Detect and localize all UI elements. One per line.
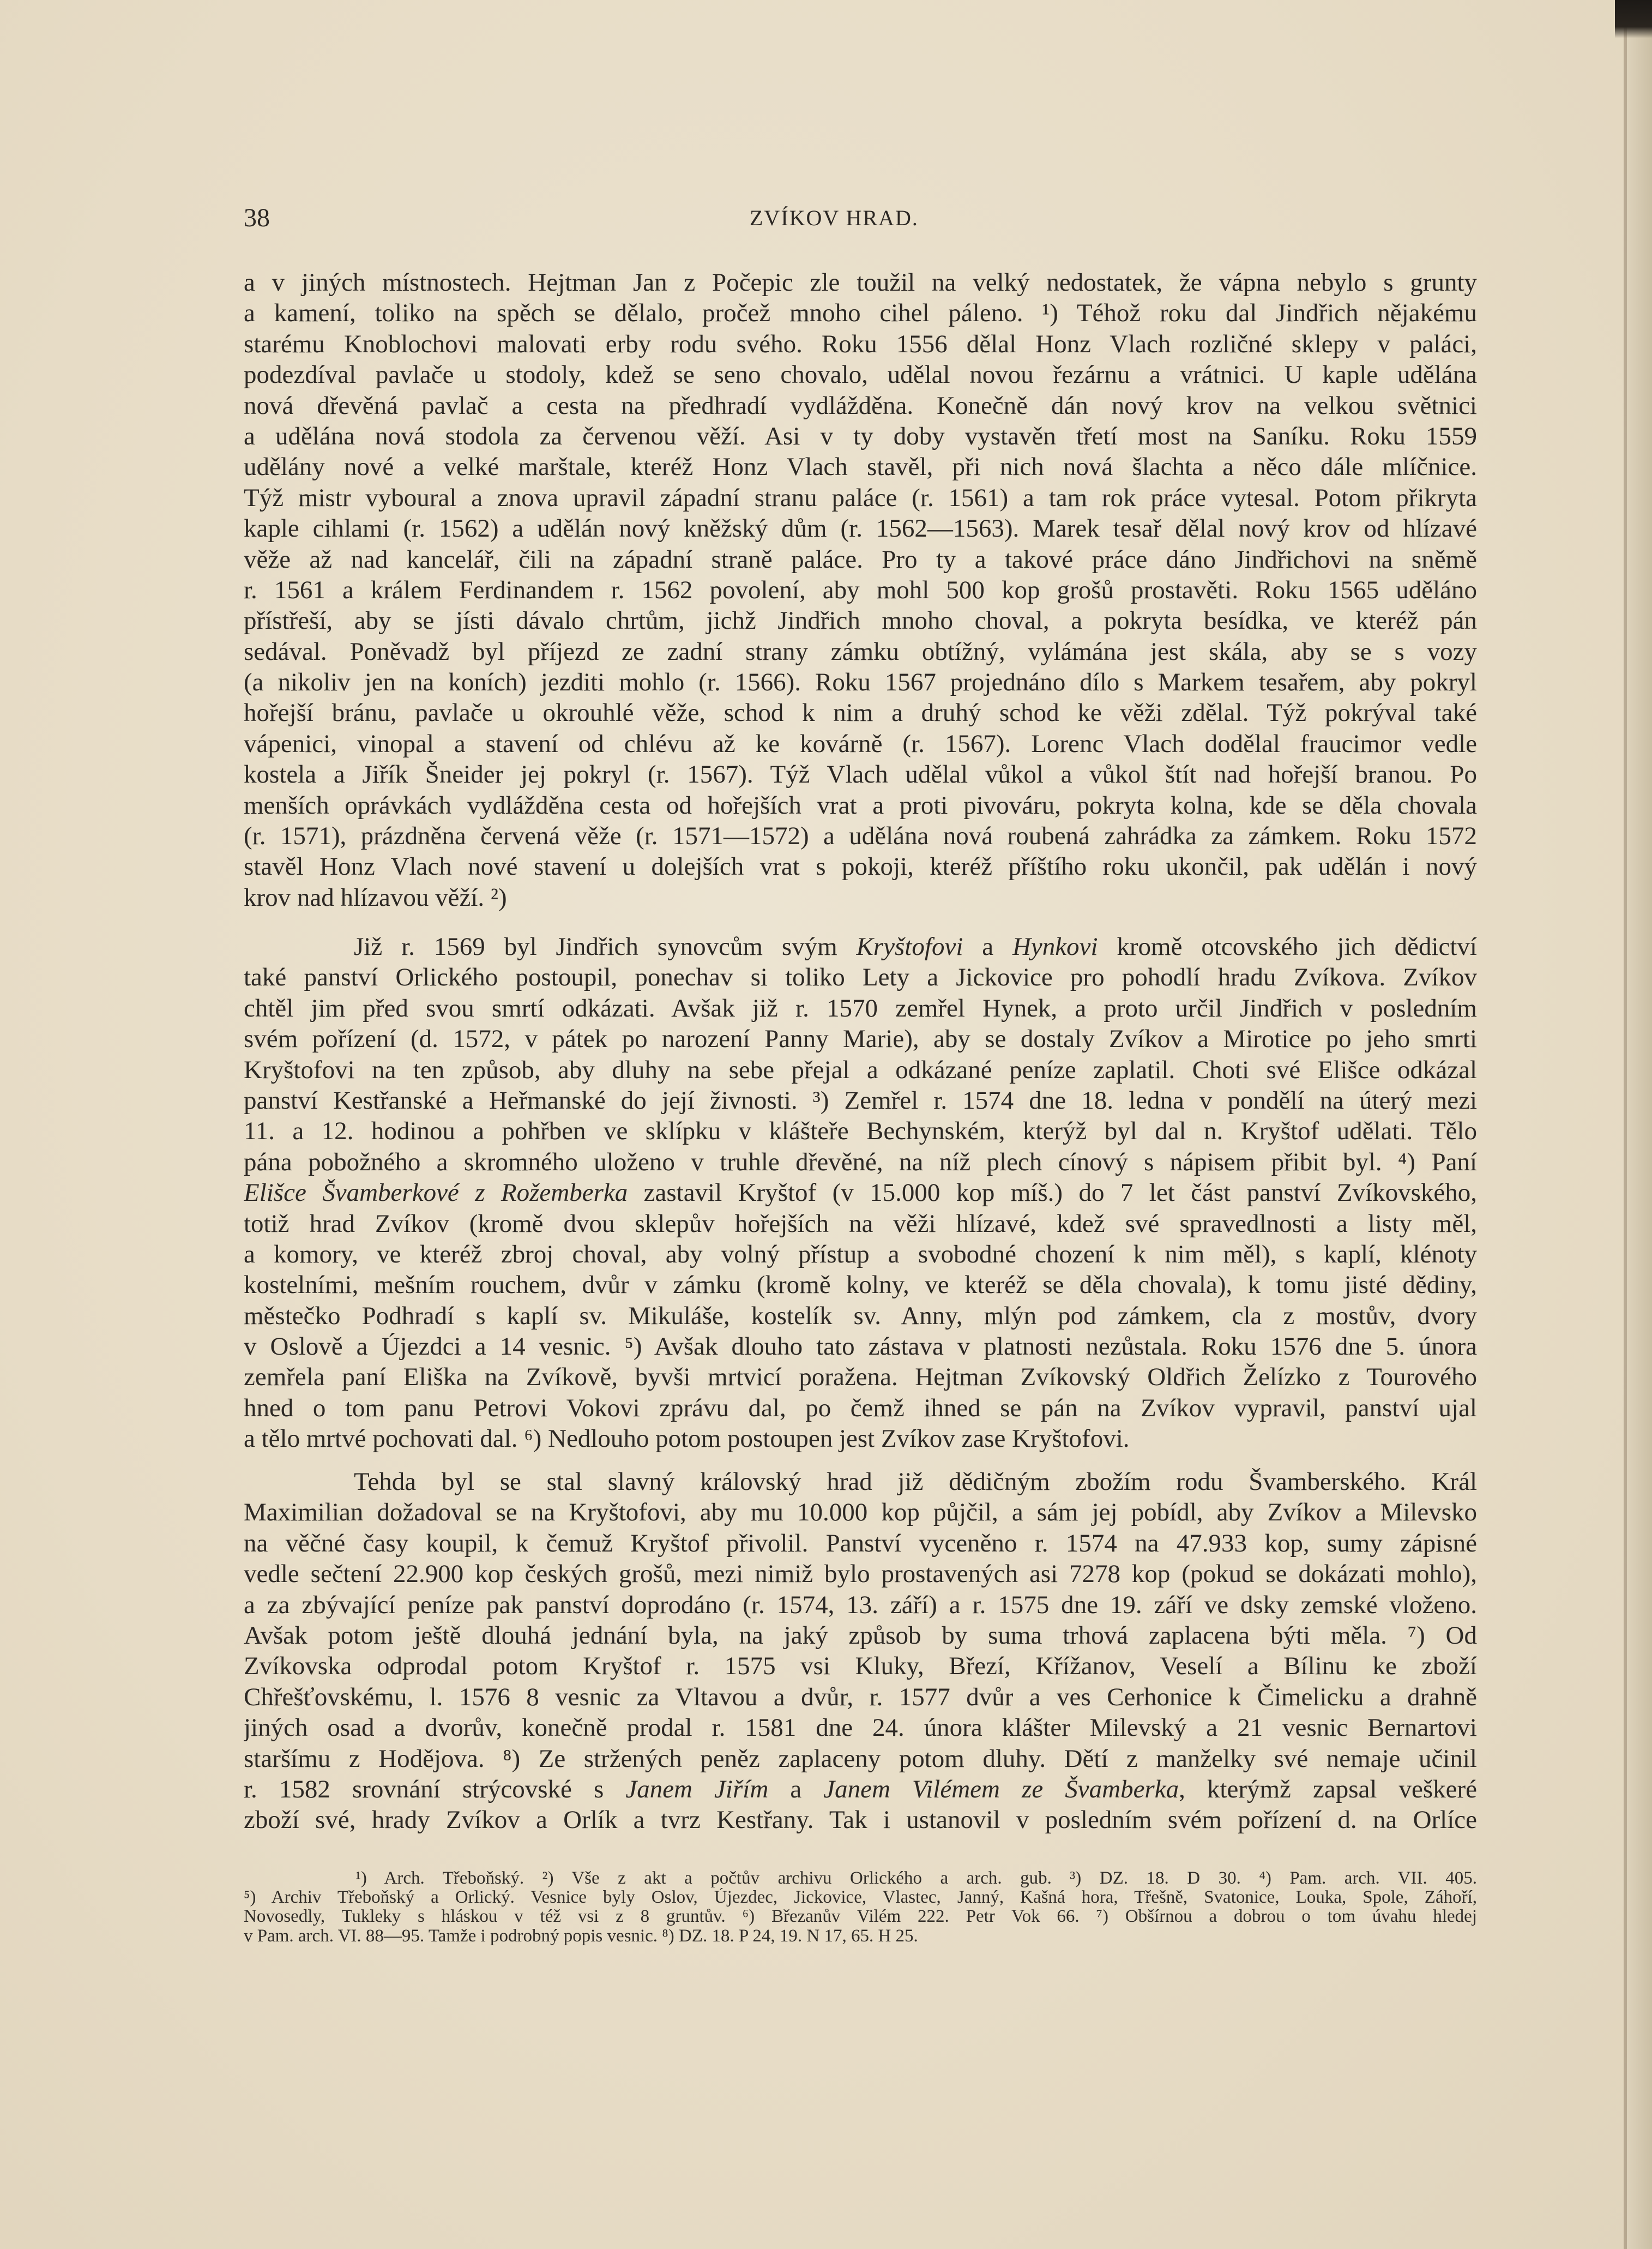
text-line: Kryštofovi na ten způsob, aby dluhy na sebe přejal a odkázané peníze zaplatil. Choti své Elišce odkázal (244, 1055, 1477, 1084)
paragraph-1 (244, 267, 1477, 913)
paragraph-2 (244, 931, 1477, 1454)
page-edge-line (1624, 0, 1627, 2249)
italic-name: Hynkovi (1012, 933, 1098, 961)
text-line: vápenici, vinopal a stavení od chlévu až ke kovárně (r. 1567). Lorenc Vlach dodělal fraucimor vedle (244, 729, 1477, 758)
text-line: Avšak potom ještě dlouhá jednání byla, na jaký způsob by suma trhová zaplacena býti měla. ⁷) Od (244, 1621, 1477, 1650)
footnote-line: Novosedly, Tukleky s hláskou v též vsi z 8 gruntův. ⁶) Březanův Vilém 222. Petr Vok 66. ⁷) Obšírnou a dobrou o tom úvahu hledej (244, 1907, 1477, 1927)
text-line: a komory, ve kteréž zbroj choval, aby volný přístup a svobodné chození k nim měl), s kaplí, klénoty (244, 1240, 1477, 1268)
text-line: vedle sečtení 22.900 kop českých grošů, mezi nimiž bylo prostavených asi 7278 kop (pokud se dokázati mohlo), (244, 1560, 1477, 1589)
text-line: r. 1561 a králem Ferdinandem r. 1562 povolení, aby mohl 500 kop grošů prostavěti. Roku 1565 uděláno (244, 575, 1477, 604)
italic-name: Janem Vilémem ze Švamberka (823, 1775, 1179, 1803)
text-line: 11. a 12. hodinou a pohřben ve sklípku v klášteře Bechynském, kterýž byl dal n. Kryštof udělati. Tělo (244, 1117, 1477, 1146)
text-line: panství Kestřanské a Heřmanské do její živnosti. ³) Zemřel r. 1574 dne 18. ledna v pondělí na úterý mezi (244, 1086, 1477, 1115)
text-line: hořejší bránu, pavlače u okrouhlé věže, schod k nim a druhý schod ke věži zdělal. Týž pokrýval také (244, 699, 1477, 727)
text-line: udělány nové a velké marštale, kteréž Honz Vlach stavěl, při nich nová šlachta a něco dále mlíčnice. (244, 453, 1477, 482)
page-number: 38 (244, 203, 270, 232)
text-line: Zvíkovska odprodal potom Kryštof r. 1575 vsi Kluky, Březí, Křížanov, Veselí a Bílinu ke zboží (244, 1652, 1477, 1681)
text-line: Maximilian dožadoval se na Kryštofovi, aby mu 10.000 kop půjčil, a sám jej pobídl, aby Zvíkov a Milevsko (244, 1498, 1477, 1527)
footnotes (244, 1869, 1477, 1946)
text-line: Chřešťovskému, l. 1576 8 vesnic za Vltavou a dvůr, r. 1577 dvůr a ves Cerhonice k Čimelicku a drahně (244, 1682, 1477, 1711)
text-line: a tělo mrtvé pochovati dal. ⁶) Nedlouho potom postoupen jest Zvíkov zase Kryštofovi. (244, 1424, 1130, 1453)
text-segment: zastavil Kryštof (v 15.000 kop míš.) do 7 let část panství Zvíkovského, (628, 1178, 1477, 1207)
text-line: nová dřevěná pavlač a cesta na předhradí vydlážděna. Konečně dán nový krov na velkou světnici (244, 391, 1477, 420)
text-line: podezdíval pavlače u stodoly, kdež se seno chovalo, udělal novou řezárnu a vrátnici. U kaple udělána (244, 360, 1477, 389)
text-line: zemřela paní Eliška na Zvíkově, byvši mrtvicí poražena. Hejtman Zvíkovský Oldřich Želízko z Tourového (244, 1363, 1477, 1392)
italic-name: Kryštofovi (856, 933, 963, 961)
text-line: také panství Orlického postoupil, ponechav si toliko Lety a Jickovice pro pohodlí hradu Zvíkova. Zvíkov (244, 963, 1477, 992)
text-line: kostela a Jiřík Šneider jej pokryl (r. 1567). Týž Vlach udělal vůkol a vůkol štít nad hořejší branou. Po (244, 760, 1477, 789)
text-line: na věčné časy koupil, k čemuž Kryštof přivolil. Panství vyceněno r. 1574 na 47.933 kop, sumy zápisné (244, 1529, 1477, 1558)
text-line: menších oprávkách vydlážděna cesta od hořejších vrat a proti pivováru, pokryta kolna, kde se děla chovala (244, 791, 1477, 820)
text-line: sedával. Poněvadž byl příjezd ze zadní strany zámku obtížný, vylámána jest skála, aby se s vozy (244, 637, 1477, 666)
footnote-line: ¹) Arch. Třeboňský. ²) Vše z akt a počtův archivu Orlického a arch. gub. ³) DZ. 18. D 30. ⁴) Pam. arch. VII. 405. (355, 1869, 1477, 1888)
text-line: Tehda byl se stal slavný královský hrad již dědičným zbožím rodu Švamberského. Král (354, 1468, 1477, 1496)
text-line (244, 1177, 1477, 1208)
text-line: zboží své, hrady Zvíkov a Orlík a tvrz Kestřany. Tak i ustanovil v posledním svém pořízení d. na Orlíce (244, 1806, 1477, 1835)
text-line: a udělána nová stodola za červenou věží. Asi v ty doby vystavěn třetí most na Saníku. Roku 1559 (244, 422, 1477, 450)
text-line: přístřeší, aby se jísti dávalo chrtům, jichž Jindřich mnoho choval, a pokryta besídka, ve kteréž pán (244, 606, 1477, 635)
text-line: věže až nad kancelář, čili na západní straně paláce. Pro ty a takové práce dáno Jindřichovi na sněmě (244, 545, 1477, 574)
footnote-line: ⁵) Archiv Třeboňský a Orlický. Vesnice byly Oslov, Újezdec, Jickovice, Vlastec, Janný, Kašná hora, Třešně, Svatonice, Louka, Spole, Záhoří, (244, 1888, 1477, 1908)
text-line: hned o tom panu Petrovi Vokovi zprávu dal, po čemž ihned se pán na Zvíkov vypravil, panství ujal (244, 1393, 1477, 1422)
paragraph-3 (244, 1466, 1477, 1836)
page-edge-strip (1627, 0, 1652, 2249)
text-segment: , kterýmž zapsal veškeré (1179, 1775, 1477, 1803)
text-line: krov nad hlízavou věží. ²) (244, 883, 507, 912)
text-line: kaple cihlami (r. 1562) a udělán nový kněžský dům (r. 1562—1563). Marek tesař dělal nový krov od hlízavé (244, 514, 1477, 543)
text-segment: r. 1582 srovnání strýcovské s (244, 1775, 626, 1803)
text-line: (a nikoliv jen na koních) jezditi mohlo (r. 1566). Roku 1567 projednáno dílo s Markem tesařem, aby pokryl (244, 668, 1477, 697)
text-line: svém pořízení (d. 1572, v pátek po narození Panny Marie), aby se dostaly Zvíkov a Mirotice po jeho smrti (244, 1025, 1477, 1054)
text-line: pána pobožného a skromného uloženo v truhle dřevěné, na níž plech cínový s nápisem přibit byl. ⁴) Paní (244, 1147, 1477, 1176)
text-segment: kromě otcovského jich dědictví (1098, 933, 1477, 961)
text-segment: a (768, 1775, 824, 1803)
italic-name: Elišce Švamberkové z Rožemberka (244, 1178, 628, 1207)
text-line: starému Knoblochovi malovati erby rodu svého. Roku 1556 dělal Honz Vlach rozličné sklepy v paláci, (244, 329, 1477, 358)
text-segment: a (963, 933, 1012, 961)
text-line: kostelními, mešním rouchem, dvůr v zámku (kromě kolny, ve kteréž se děla chovala), k tomu jisté dědiny, (244, 1271, 1477, 1300)
text-line: chtěl jim před svou smrtí odkázati. Avšak již r. 1570 zemřel Hynek, a proto určil Jindřich v posledním (244, 994, 1477, 1023)
text-line: staršímu z Hodějova. ⁸) Ze stržených peněz zaplaceny potom dluhy. Dětí z manželky své nemaje učinil (244, 1744, 1477, 1773)
scan-corner-shadow (1615, 0, 1652, 38)
running-head: ZVÍKOV HRAD. (750, 206, 919, 230)
text-line (244, 1774, 1477, 1805)
text-line: a za zbývající peníze pak panství doprodáno (r. 1574, 13. září) a r. 1575 dne 19. září ve dsky zemské vloženo. (244, 1590, 1477, 1619)
text-line: Týž mistr vyboural a znova upravil západní stranu paláce (r. 1561) a tam rok práce vytesal. Potom přikryta (244, 483, 1477, 512)
text-line (244, 931, 1477, 962)
text-line: stavěl Honz Vlach nové stavení u dolejších vrat s pokoji, kteréž příštího roku ukončil, pak udělán i nový (244, 852, 1477, 881)
text-line: v Oslově a Újezdci a 14 vesnic. ⁵) Avšak dlouho tato zástava v platnosti nezůstala. Roku 1576 dne 5. února (244, 1332, 1477, 1361)
text-line: (r. 1571), prázdněna červená věže (r. 1571—1572) a udělána nová roubená zahrádka za zámkem. Roku 1572 (244, 822, 1477, 851)
text-segment: Již r. 1569 byl Jindřich synovcům svým (354, 933, 857, 961)
text-line: jiných osad a dvorův, konečně prodal r. 1581 dne 24. února klášter Milevský a 21 vesnic Bernartovi (244, 1713, 1477, 1742)
italic-name: Janem Jiřím (625, 1775, 769, 1803)
text-line: a v jiných místnostech. Hejtman Jan z Počepic zle toužil na velký nedostatek, že vápna nebylo s grunty (244, 268, 1477, 297)
text-line: totiž hrad Zvíkov (kromě dvou sklepův hořejších na věži hlízavé, kdež své spravedlnosti a listy měl, (244, 1209, 1477, 1238)
footnote-line: v Pam. arch. VI. 88—95. Tamže i podrobný popis vesnic. ⁸) DZ. 18. P 24, 19. N 17, 65. H 25. (244, 1926, 918, 1946)
text-line: a kamení, toliko na spěch se dělalo, pročež mnoho cihel páleno. ¹) Téhož roku dal Jindřich nějakému (244, 299, 1477, 328)
text-line: městečko Podhradí s kaplí sv. Mikuláše, kostelík sv. Anny, mlýn pod zámkem, cla z mostův, dvory (244, 1301, 1477, 1330)
